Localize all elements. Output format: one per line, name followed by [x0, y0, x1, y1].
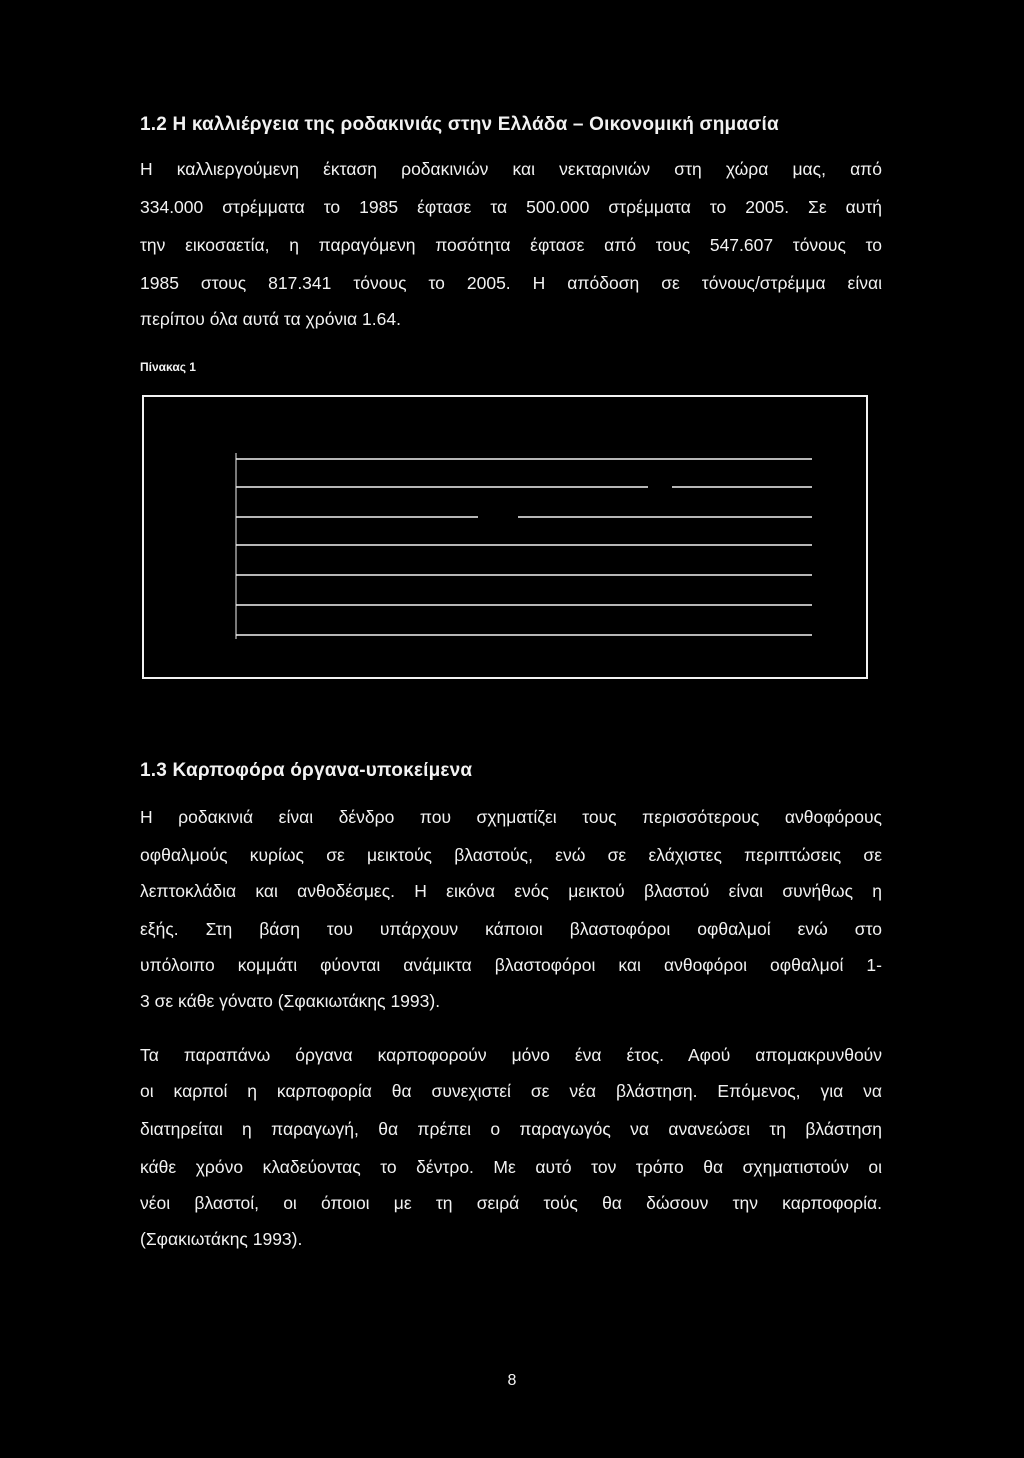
paragraph-line: κάθε χρόνο κλαδεύοντας το δέντρο. Με αυτό τον τρόπο θα σχηματιστούν οι	[140, 1157, 882, 1177]
table-rules-graphic	[144, 397, 870, 681]
paragraph-line: 334.000 στρέμματα το 1985 έφτασε τα 500.000 στρέμματα το 2005. Σε αυτή	[140, 197, 882, 217]
section-1-2-heading: 1.2 Η καλλιέργεια της ροδακινιάς στην Ελλάδα – Οικονομική σημασία	[140, 114, 779, 135]
section-1-3-heading: 1.3 Καρποφόρα όργανα-υποκείμενα	[140, 760, 473, 781]
paragraph-line: νέοι βλαστοί, οι όποιοι με τη σειρά τούς θα δώσουν την καρποφορία.	[140, 1193, 882, 1213]
paragraph-line: περίπου όλα αυτά τα χρόνια 1.64.	[140, 309, 401, 329]
paragraph-line: Τα παραπάνω όργανα καρποφορούν μόνο ένα έτος. Αφού απομακρυνθούν	[140, 1045, 882, 1065]
paragraph-line: διατηρείται η παραγωγή, θα πρέπει ο παραγωγός να ανανεώσει τη βλάστηση	[140, 1119, 882, 1139]
paragraph-line: εξής. Στη βάση του υπάρχουν κάποιοι βλαστοφόροι οφθαλμοί ενώ στο	[140, 919, 882, 939]
paragraph-line: 3 σε κάθε γόνατο (Σφακιωτάκης 1993).	[140, 991, 441, 1011]
page-number: 8	[507, 1372, 517, 1389]
paragraph-line: οφθαλμούς κυρίως σε μεικτούς βλαστούς, ενώ σε ελάχιστες περιπτώσεις σε	[140, 845, 882, 865]
paragraph-line: την εικοσαετία, η παραγόμενη ποσότητα έφτασε από τους 547.607 τόνους το	[140, 235, 882, 255]
paragraph-line: 1985 στους 817.341 τόνους το 2005. Η απόδοση σε τόνους/στρέμμα είναι	[140, 273, 882, 293]
table-frame	[142, 395, 868, 679]
paragraph-line: Η ροδακινιά είναι δένδρο που σχηματίζει τους περισσότερους ανθοφόρους	[140, 807, 882, 827]
paragraph-line: Η καλλιεργούμενη έκταση ροδακινιών και νεκταρινιών στη χώρα μας, από	[140, 159, 882, 179]
paragraph-line: (Σφακιωτάκης 1993).	[140, 1229, 303, 1249]
paragraph-line: λεπτοκλάδια και ανθοδέσμες. Η εικόνα ενός μεικτού βλαστού είναι συνήθως η	[140, 881, 882, 901]
table-caption: Πίνακας 1	[140, 360, 196, 374]
paragraph-line: υπόλοιπο κομμάτι φύονται ανάμικτα βλαστοφόροι και ανθοφόροι οφθαλμοί 1-	[140, 955, 882, 975]
paragraph-line: οι καρποί η καρποφορία θα συνεχιστεί σε νέα βλάστηση. Επόμενος, για να	[140, 1081, 882, 1101]
